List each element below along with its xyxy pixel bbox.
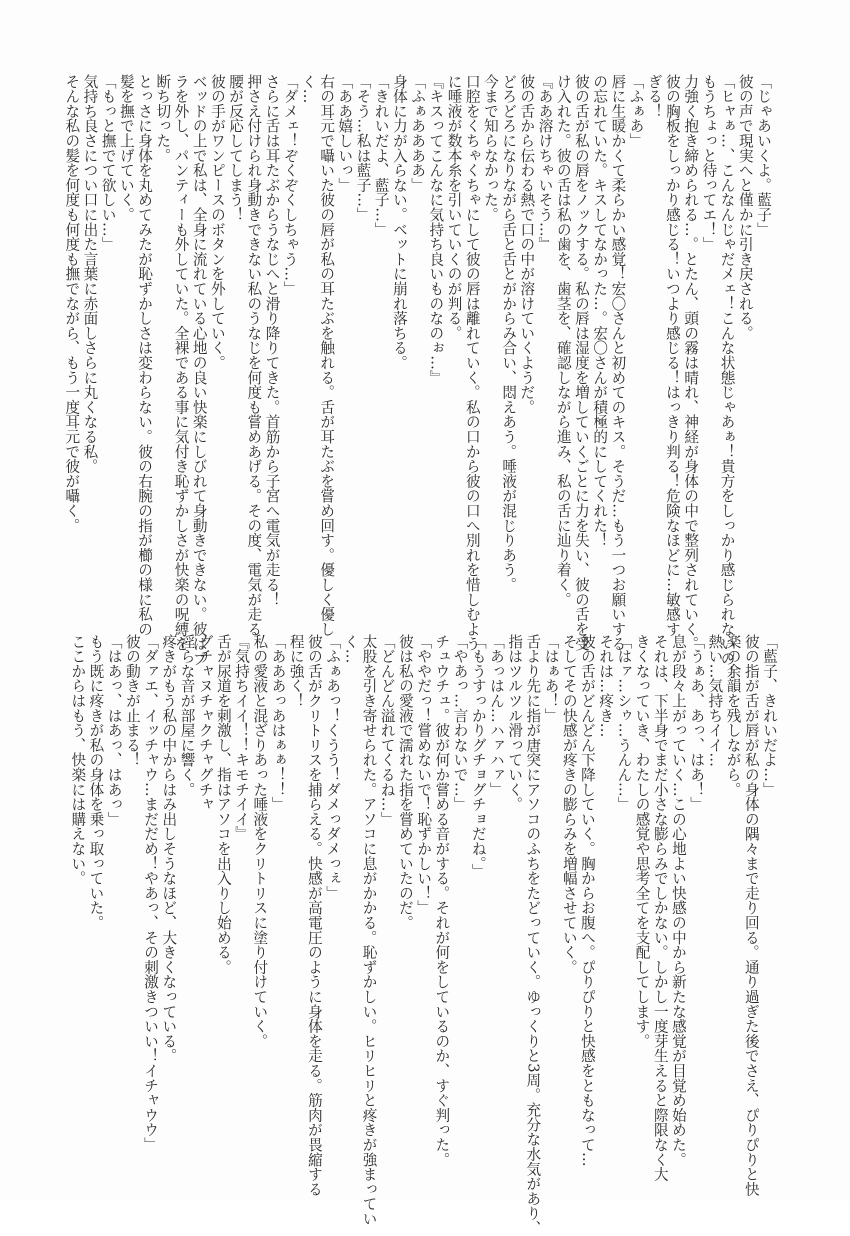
text-line: 彼の舌がどんどん下降していく。胸からお腹へ。ぴりぴりと快感をともなって… [578,634,596,1167]
text-line: 「ダァエ、イッチャウ…まだだめ！やあっ、その刺激きついい！イチャウウ」 [142,634,160,1152]
text-line: ラを外し、パンティーも外していた。全裸である事に気付き恥ずかしさが快楽の呪縛を [172,74,190,652]
text-line: 「もうすっかりグチョグチョだね。」 [469,634,487,879]
text-line: 「もっと撫でて欲しい…」 [99,74,117,252]
text-line: 「どんどん溢れてくるね…」 [378,634,396,827]
text-line: 「あっはん…ハァハァ」 [487,634,505,797]
text-line: もうちょっと待ってエ！」 [700,74,718,252]
text-line: 気持ち良さについ口に出た言葉に赤面しさらに丸くなる私。 [81,74,99,474]
text-line: どろどろになりながら舌と舌とがからみ合い、悶えあう。唾液が混じりあう。 [500,74,518,592]
text-line: 楽の余韻を残しながら。 [724,634,742,797]
text-line: く… [299,74,317,104]
text-line: 右の耳元で囁いた彼の唇が私の耳たぶを触れる。舌が耳たぶを嘗め回す。優しく優し [318,74,336,637]
text-line: 「ふぁあ」 [627,74,645,148]
text-line: 『気持ちイイ！！キモチイイ』 [233,634,251,842]
text-line: 「あああっあはぁぁ！！」 [269,634,287,812]
text-line: それは、下半身でまだ小さな膨らみでしかない。しかし一度芽生えると際限なく大 [651,634,669,1182]
text-line: 「はあっ、はあっ、はあっ」 [105,634,123,827]
text-line: さらに舌は耳たぶからうなじへと滑り降りてきた。首筋から子宮へ電気が走る！ [263,74,281,607]
text-line: グチャヌチャクチャグチャ [196,634,214,812]
text-line: 舌が尿道を刺激し、指はアソコを出入りし始める。 [214,634,232,975]
text-line: 唇に生暖かくて柔らかい感覚！宏〇さんと初めてのキス。そうだ…もう一つお願いする [609,74,627,652]
text-line: 「はァ…シゥ…うんん…」 [615,634,633,812]
text-line: 指はツルツル滑っていく。 [506,634,524,812]
text-line: そんな私の髪を何度も何度も撫でながら、もう一度耳元で彼が囁く。 [63,74,81,533]
text-line: く… [342,634,360,664]
text-line: 彼は私の愛液で濡れた指を嘗めていたのだ。 [396,634,414,930]
text-line: 息が段々上がっていく…この心地よい快感の中から新たな感覚が目覚め始めた。 [669,634,687,1167]
text-line: 彼の手がワンピースのボタンを外していく。 [208,74,226,370]
text-line: 「きれいだよ、藍子…」 [372,74,390,237]
text-line: ベッドの上で私は、全身に流れている心地の良い快楽にしびれて身動きできない。彼はブ [190,74,208,666]
text-line: 舌より先に指が唐突にアソコのふちをたどっていく。ゆっくりと3周。充分な水気があり、 [524,634,542,1236]
text-line: 「ふぁああああ」 [409,74,427,193]
text-line: 彼の動きが止まる！ [123,634,141,768]
text-line: 「ややだっ！嘗めないで！恥ずかしい！」 [415,634,433,916]
text-line: そしてその快感が疼きの膨らみを増幅させていく。 [560,634,578,975]
text-line: 彼の舌から伝わる熱で口の中が溶けていくようだ。 [518,74,536,415]
text-line: 「うぁあ、あっ、はあ！」 [688,634,706,812]
text-line: とっさに身体を丸めてみたが恥ずかしさは変わらない。彼の右腕の指が櫛の様に私の [136,74,154,637]
text-line: 「はぁあ！」 [542,634,560,723]
text-line: ここからはもう、快楽には購えない。 [69,634,87,886]
text-line: 髪を撫で上げていく。 [117,74,135,222]
text-line: 彼の胸板をしっかり感じる！いつより感じる！はっきり判る！危険なほどに…敏感す [663,74,681,637]
text-line: 押さえ付けられ身動きできない私のうなじを何度も嘗めあげる。その度、電気が走る [245,74,263,637]
text-line: 「ダメェ！ぞくぞくしちゃう…」 [281,74,299,296]
text-line: 彼の声で現実へと僅かに引き戻される。 [736,74,754,341]
text-line: 身体に力が入らない。ベットに崩れ落ちる。 [390,74,408,370]
text-line: もう既に疼きが私の身体を乗っ取っていた。 [87,634,105,930]
text-line: 熱い…気持ちイイ… [706,634,724,768]
text-line: 彼の指が舌が唇が私の身体の隅々まで走り回る。通り過ぎた後でさえ、ぴりぴりと快 [742,634,760,1197]
text-line: 力強く抱き締められる…。とたん、頭の霧は晴れ、神経が身体の中で整列されていく。 [682,74,700,652]
text-line: の忘れていた。キスしてなかった…。宏〇さんが積極的にしてくれた！ [591,74,609,548]
text-line: 「ヒャぁ…、こんなんじゃだメェ！こんな状態じゃあぁ！貴方をしっかり感じられないの！ [718,74,736,681]
text-line: 今まで知らなかった。 [481,74,499,222]
text-line: ぎる！ [645,74,663,119]
text-line: きくなっていき、わたしの感覚や思考全てを支配してします。 [633,634,651,1049]
text-line: 「ふぁあっ！くうう！ダメっダメっぇ」 [324,634,342,901]
text-line: け入れた。彼の舌は私の歯を、歯茎を、確認しながら進み、私の舌に辿り着く。 [554,74,572,607]
text-line: チュウチュ。彼が何か嘗める音がする。それが何をしているのか、すぐ判った。 [433,634,451,1167]
text-line: に唾液が数本糸を引いていくのが判る。 [445,74,463,341]
text-line: 「じゃあいくよ。藍子」 [755,74,772,237]
bottom-text-block [68,634,778,1236]
text-line: 『ああ溶けちゃいそう…』 [536,74,554,252]
text-line: 私の愛液と混ざりあった唾液をクリトリスに塗り付けていく。 [251,634,269,1049]
text-line: 彼の舌が私の唇をノックする。私の唇は湿度を増していくごとに力を失い、彼の舌を受 [572,74,590,652]
text-line: 「やあっ…言わないで…」 [451,634,469,812]
text-line: 「ああ嬉しいっ」 [336,74,354,193]
text-line: 疼きがもう私の中からはみ出しそうなほど、大きくなっている。 [160,634,178,1064]
text-line: 「そう…私は藍子…」 [354,74,372,222]
text-line: 断ち切った。 [154,74,172,163]
text-line: 口腔をくちゃくちゃにして彼の唇は離れていく。私の口から彼の口へ別れを惜しむよう [463,74,481,652]
text-line: 程に強く！ [287,634,305,708]
text-line: 『キスってこんなに気持ち良いものなのぉ…』 [427,74,445,385]
text-line: 彼の舌がクリトリスを捕らえる。快感が高電圧のように身体を走る。筋肉が畏縮する [305,634,323,1197]
text-line: 腰が反応してしまう！ [227,74,245,222]
text-line: 「藍子、きれいだよ…」 [761,634,778,797]
text-line: 淫らな音が部屋に響く。 [178,634,196,797]
text-line: 太股を引き寄せられた。アソコに息がかかる。恥ずかしい。ヒリヒリと疼きが強まってい [360,634,378,1226]
text-line: それは…疼き… [597,634,615,738]
